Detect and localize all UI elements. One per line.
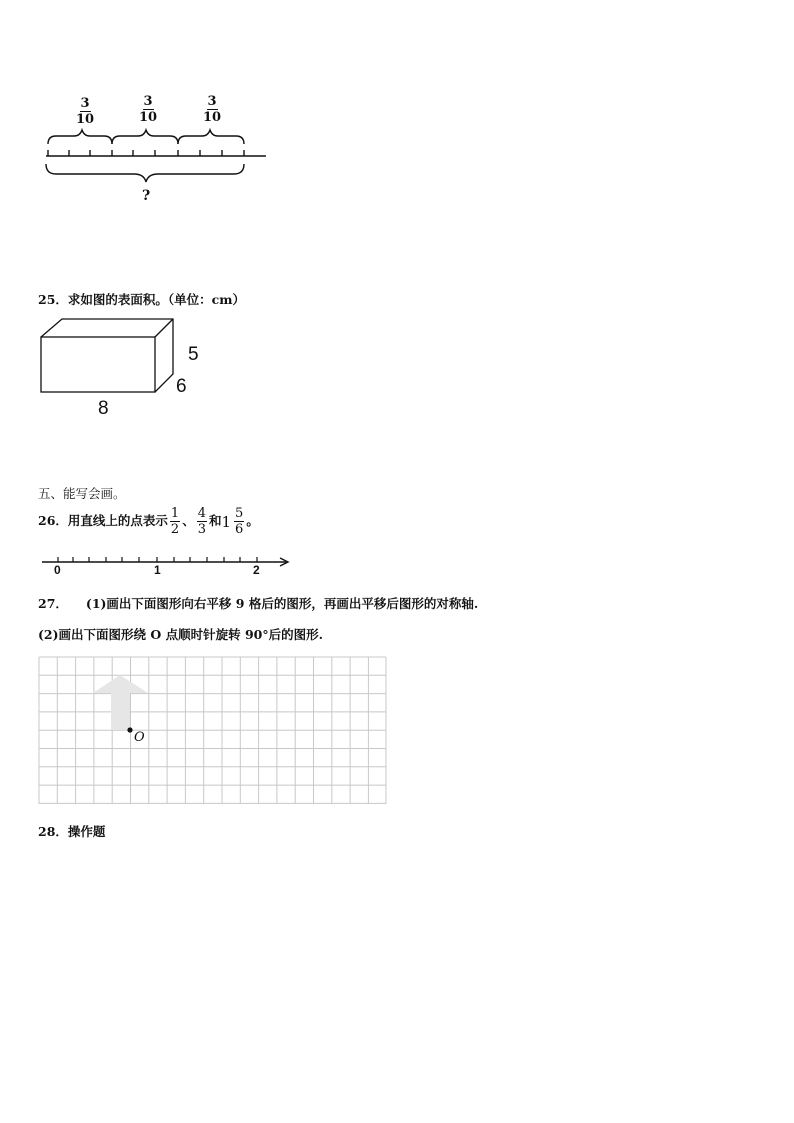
q26-separator: 、 <box>182 513 195 528</box>
brace-fraction-1: $\frac{3}{10}$ <box>76 96 95 127</box>
question-28-text: 28．操作题 <box>38 824 106 839</box>
cuboid-width-label: 6 <box>176 376 187 397</box>
axis-label-2: 2 <box>253 563 260 577</box>
section-5-title: 五、能写会画。 <box>38 486 126 501</box>
point-o-label: O <box>134 730 145 745</box>
q26-number-line <box>40 552 300 582</box>
q26-end: 。 <box>246 513 259 528</box>
cuboid-length-label: 8 <box>98 398 109 419</box>
brace-fraction-2: $\frac{3}{10}$ <box>139 94 158 125</box>
q26-mixed-number: 1 $\frac{5}{6}$ <box>221 506 244 537</box>
q27-part-1: (1)画出下面图形向右平移 9 格后的图形，再画出平移后图形的对称轴. <box>85 596 479 611</box>
q27-number: 27． <box>38 596 68 611</box>
question-27-line-1 <box>38 594 478 612</box>
question-27-line-2: (2)画出下面图形绕 O 点顺时针旋转 90°后的图形. <box>38 627 323 642</box>
q26-and: 和 <box>208 513 222 528</box>
question-26-text <box>38 506 259 537</box>
axis-label-1: 1 <box>154 563 161 577</box>
brace-fraction-3: $\frac{3}{10}$ <box>203 94 222 125</box>
q26-prefix: 26．用直线上的点表示 <box>38 513 168 528</box>
q26-fraction-four-thirds: $\frac{4}{3}$ <box>197 506 206 537</box>
cuboid-figure <box>38 316 218 426</box>
axis-label-0: 0 <box>54 563 61 577</box>
point-o <box>127 727 132 732</box>
fraction-brace-figure <box>40 92 280 212</box>
cuboid-height-label: 5 <box>188 344 199 365</box>
q27-grid <box>38 656 388 806</box>
q26-fraction-half: $\frac{1}{2}$ <box>170 506 180 537</box>
question-mark: ? <box>142 188 151 204</box>
question-25-text: 25．求如图的表面积。（单位：cm） <box>38 292 245 307</box>
